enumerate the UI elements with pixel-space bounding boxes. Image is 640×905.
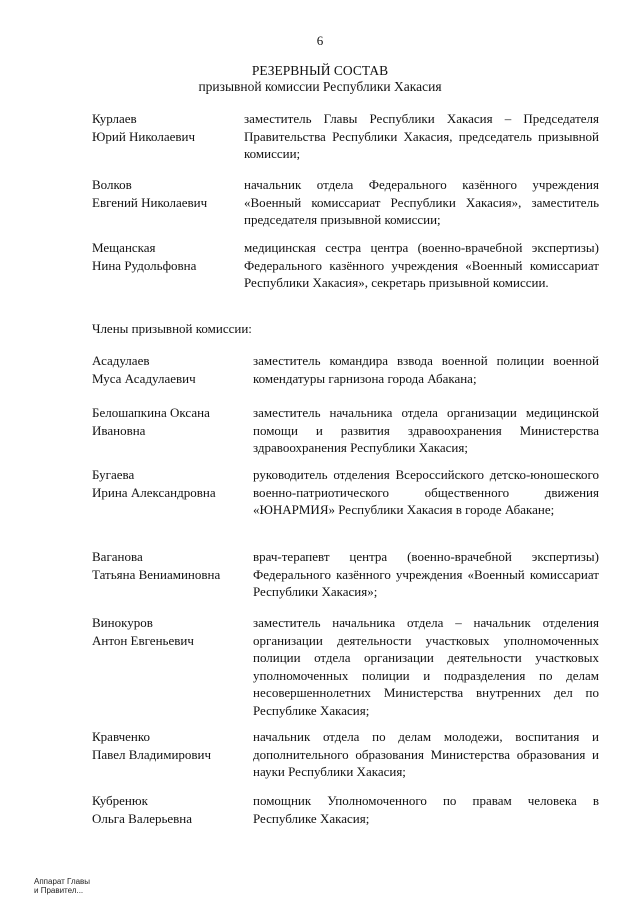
members-section-label: Члены призывной комиссии: [92, 321, 252, 336]
page-number: 6 [316, 33, 324, 48]
person-name [92, 239, 237, 274]
person-name [92, 548, 237, 583]
person-name [92, 728, 237, 763]
person-role: начальник отдела по делам молодежи, воспитания и дополнительного образования Министерства образования и науки Республики Хакасия; [253, 729, 599, 779]
person-role: заместитель начальника отдела организации медицинской помощи и развития здравоохранения Министерства здравоохранения Республики Хакасия; [253, 405, 599, 455]
surname: Белошапкина Оксана [92, 405, 210, 420]
person-role: заместитель Главы Республики Хакасия – Председателя Правительства Республики Хакасия, председатель призывной комиссии; [244, 111, 599, 161]
person-role: медицинская сестра центра (военно-врачебной экспертизы) Федерального казённого учреждения «Военный комиссариат Республики Хакасия», секретарь призывной комиссии. [244, 240, 599, 290]
person-role: помощник Уполномоченного по правам человека в Республике Хакасия; [253, 793, 599, 826]
person-role: врач-терапевт центра (военно-врачебной экспертизы) Федерального казённого учреждения «Военный комиссариат Республики Хакасия»; [253, 549, 599, 599]
document-title [0, 63, 640, 95]
given-names: Евгений Николаевич [92, 194, 208, 210]
person-name [92, 614, 237, 649]
surname: Кубренюк [92, 793, 148, 808]
person-name [92, 176, 237, 211]
surname: Винокуров [92, 615, 153, 630]
person-name [92, 792, 237, 827]
given-names: Муса Асадулаевич [92, 370, 196, 386]
office-stamp [34, 877, 90, 895]
title-line-2: призывной комиссии Республики Хакасия [198, 79, 442, 94]
given-names: Юрий Николаевич [92, 128, 196, 144]
surname: Ваганова [92, 549, 143, 564]
given-names: Нина Рудольфовна [92, 257, 197, 273]
person-name [92, 352, 237, 387]
person-name [92, 466, 237, 501]
given-names: Павел Владимирович [92, 746, 212, 762]
surname: Бугаева [92, 467, 135, 482]
surname: Курлаев [92, 111, 137, 126]
given-names: Ирина Александровна [92, 484, 216, 500]
surname: Кравченко [92, 729, 151, 744]
given-names: Ивановна [92, 422, 146, 438]
person-role: руководитель отделения Всероссийского детско-юношеского военно-патриотического общественного движения «ЮНАРМИЯ» Республики Хакасия в городе Абакане; [253, 467, 599, 517]
stamp-line-2: и Правител... [34, 886, 84, 895]
title-line-1: РЕЗЕРВНЫЙ СОСТАВ [251, 63, 389, 78]
stamp-line-1: Аппарат Главы [34, 877, 91, 886]
person-name [92, 404, 237, 439]
surname: Мещанская [92, 240, 156, 255]
given-names: Ольга Валерьевна [92, 810, 193, 826]
person-name [92, 110, 237, 145]
person-role: начальник отдела Федерального казённого учреждения «Военный комиссариат Республики Хакасия», заместитель председателя призывной комиссии; [244, 177, 599, 227]
surname: Асадулаев [92, 353, 150, 368]
surname: Волков [92, 177, 132, 192]
given-names: Антон Евгеньевич [92, 632, 194, 648]
given-names: Татьяна Вениаминовна [92, 566, 221, 582]
person-role: заместитель командира взвода военной полиции военной комендатуры гарнизона города Абакана; [253, 353, 599, 386]
person-role: заместитель начальника отдела – начальник отделения организации деятельности участковых уполномоченных полиции отдела организации деятельности участковых уполномоченных полиции и подразделения по делам несовершеннолетних Министерства внутренних дел по Республике Хакасия; [253, 615, 599, 718]
